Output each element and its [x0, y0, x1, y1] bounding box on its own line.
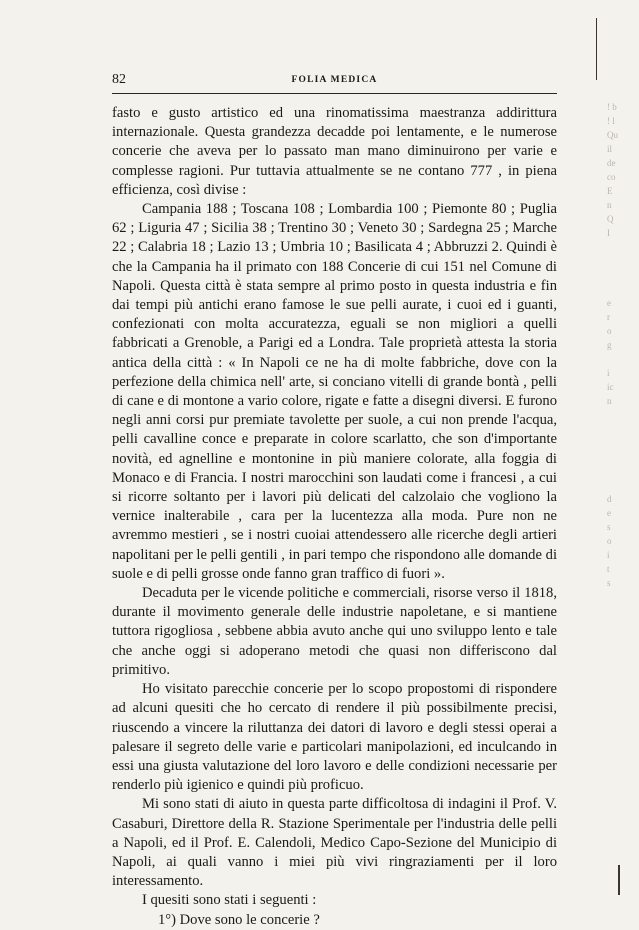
paragraph-intro: fasto e gusto artistico ed una rinomatissima maestranza addirittura internazionale. Questa grandezza decadde poi lentamente, e le numerose concerie che aveva per lo passato man mano diminuirono per varie e complesse ragioni. Pur tuttavia attualmente se ne contano 777 , in piena efficienza, così divise :: [112, 105, 557, 198]
page-number: 82: [112, 72, 126, 87]
paragraph-visits: Ho visitato parecchie concerie per lo scopo propostomi di rispondere ad alcuni quesiti che ho cercato di rendere il più possibilmente precisi, riuscendo a vincere la riluttanza dei datori di lavoro e degli stessi operai a palesare il segreto delle varie e particolari manipolazioni, ed inculcando in essi una giusta valutazione del loro lavoro e delle condizioni necessarie per renderlo più igienico e quindi più proficuo.: [112, 681, 557, 794]
paragraph-history: Decaduta per le vicende politiche e commerciali, risorse verso il 1818, durante il movimento generale delle industrie napoletane, e si mantiene tuttora rigogliosa , sebbene abbia avuto anche qui uno sviluppo lento e tale che anche oggi si adoperano metodi che quasi non differiscono dal primitivo.: [112, 585, 557, 678]
page-header: [112, 72, 557, 90]
scan-edge-mark-top: [596, 18, 597, 80]
bleed-through-text: ! b ! l Qu il de co E n Q I e r o g i ic n d e s o i t s: [607, 102, 618, 588]
paragraph-regions: Campania 188 ; Toscana 108 ; Lombardia 100 ; Piemonte 80 ; Puglia 62 ; Liguria 47 ; Sicilia 38 ; Trentino 30 ; Veneto 30 ; Sardegna 25 ; Marche 22 ; Calabria 18 ; Lazio 13 ; Umbria 10 ; Basilicata 4 ; Abbruzzi 2. Quindi è che la Campania ha il primato con 188 Concerie di cui 151 nel Comune di Napoli. Questa città è stata sempre al primo posto in questa industria e fin dai tempi più antichi erano famose le sue pelli aurate, i cuoi ed i guanti, confezionati con molta accuratezza, eguali se non migliori a quelli fabbricati a Grenoble, a Parigi ed a Londra. Tale proprietà attesta la storia antica della città : « In Napoli ce ne ha di molte fabbriche, dove con la perfezione della chimica nell' arte, si conciano vitelli di grande bontà , pelli di cane e di montone a vario colore, rigate e fatte a disegni diversi. E furono negli anni corsi pur premiate tavolette per suole, a cui non prende l'acqua, pelli cavalline conce e preparate in colore scarlatto, che son d'importante novità, ed agnelline e montonine in più maniere colorate, alla foggia di Monaco e di Francia. I nostri marocchini son laudati come i francesi , a cui si ricorre soltanto per i lavori più delicati del calzolaio che vogliono la vernice inalterabile , cara per la lucentezza alla moda. Pure non ne avremmo mestieri , se i nostri cuoiai attendessero alle ricerche degli artieri napolitani per le pelli gentili , in pari tempo che rispondono alle domande di suole e di pelli grosse onde fanno gran traffico di fuori ».: [112, 201, 557, 582]
paragraph-acknowledgements: Mi sono stati di aiuto in questa parte difficoltosa di indagini il Prof. V. Casaburi, Direttore della R. Stazione Sperimentale per l'industria delle pelli a Napoli, ed il Prof. E. Calendoli, Medico Capo-Sezione del Municipio di Napoli, ai quali vanno i miei più vivi ringraziamenti per il loro interessamento.: [112, 796, 557, 890]
question-item: 1°) Dove sono le concerie ?: [158, 911, 320, 928]
body-text: [112, 104, 557, 930]
scan-edge-mark-bottom: [618, 865, 620, 895]
running-title: FOLIA MEDICA: [291, 75, 378, 85]
paragraph-questions-intro: I quesiti sono stati i seguenti :: [142, 892, 317, 909]
header-rule: [112, 93, 557, 94]
